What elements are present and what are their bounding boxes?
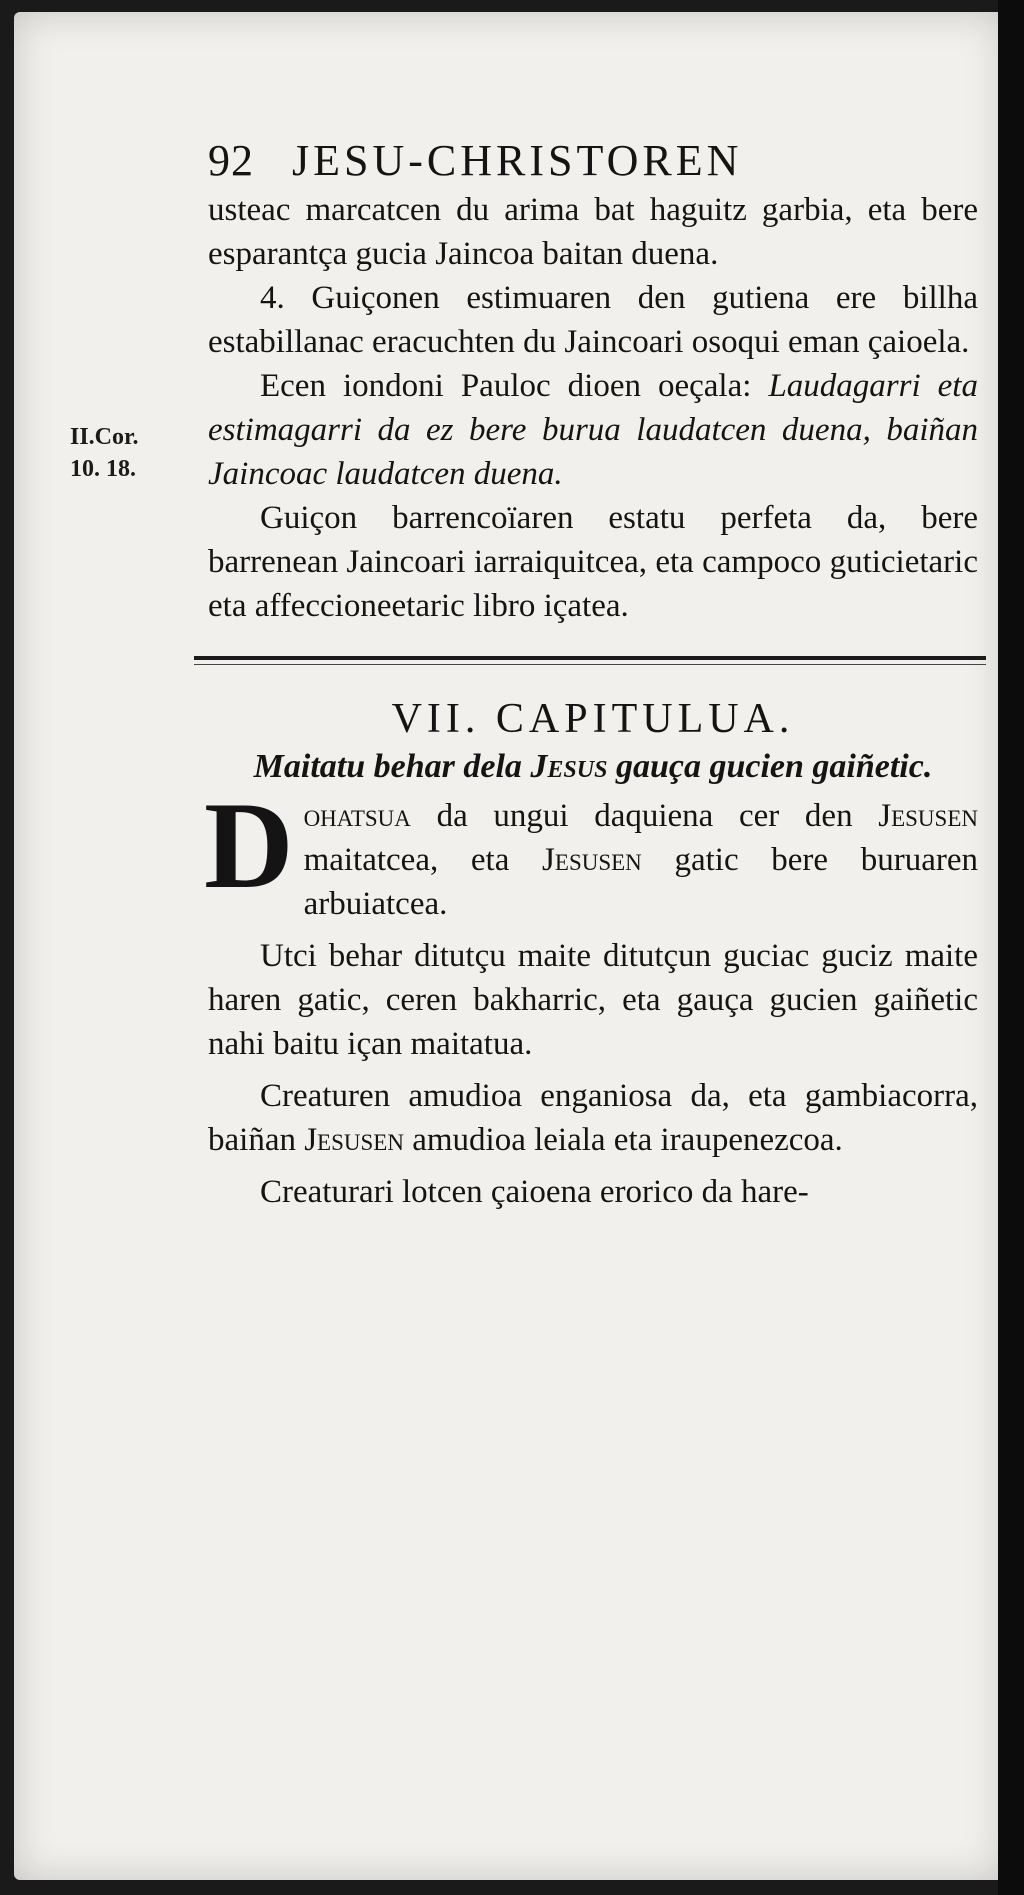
paragraph-continuation: usteac marcatcen du arima bat haguitz garbia, eta bere esparantça gucia Jaincoa baitan duena. xyxy=(208,192,978,272)
c1-text-1: da ungui daquiena cer den xyxy=(410,798,879,834)
margin-note-ref-2: 10. 18. xyxy=(70,456,136,482)
book-edge-shadow xyxy=(998,0,1024,1895)
c3-name: Jesusen xyxy=(304,1122,404,1158)
paragraph-4: 4. Guiçonen estimuaren den gutiena ere billha estabillanac eracuchten du Jaincoari osoqui eman çaioela. xyxy=(208,280,978,360)
drop-cap-letter: D xyxy=(204,777,294,914)
divider-thick-rule xyxy=(194,656,986,660)
chapter-title: VII. CAPITULUA. xyxy=(391,696,795,742)
chapter-paragraph-3 xyxy=(208,1074,978,1162)
page-content xyxy=(204,134,979,1214)
running-title: JESU-CHRISTOREN xyxy=(292,136,743,185)
chapter-subtitle-name: Jesus xyxy=(530,748,608,785)
chapter-paragraph-1 xyxy=(204,777,979,926)
paragraph-paul-quote xyxy=(208,364,978,496)
chapter-paragraph-2: Utci behar ditutçu maite ditutçun guciac guciz maite haren gatic, ceren bakharric, eta gauça gucien gaiñetic nahi baitu içan maitatua. xyxy=(208,938,978,1062)
chapter-subtitle xyxy=(208,746,978,788)
scripture-quote: Laudagarri eta estimagarri da ez bere burua laudatcen duena, baiñan Jaincoac laudatcen duena. xyxy=(208,368,978,492)
paragraph-perfect-state: Guiçon barrencoïaren estatu perfeta da, bere barrenean Jaincoari iarraiquitcea, eta campoco guticietaric eta affeccioneetaric libro içatea. xyxy=(208,500,978,624)
c1-text-3: gatic bere buruaren arbuiatcea. xyxy=(303,842,979,922)
drop-cap-word-rest: ohatsua xyxy=(303,798,411,834)
section-divider xyxy=(208,656,978,670)
page-number: 92 xyxy=(208,136,254,185)
divider-thin-rule xyxy=(194,664,986,665)
book-page xyxy=(14,12,1004,1880)
c3-text-1: Creaturen amudioa enganiosa da, eta gambiacorra, baiñan xyxy=(208,1078,978,1158)
chapter-paragraph-4: Creaturari lotcen çaioena erorico da hare- xyxy=(260,1174,809,1210)
c3-text-2: amudioa leiala eta iraupenezcoa. xyxy=(403,1122,843,1158)
c1-name-2: Jesusen xyxy=(542,842,642,878)
chapter-subtitle-start: Maitatu behar dela xyxy=(253,748,531,785)
quote-intro: Ecen iondoni Pauloc dioen oeçala: xyxy=(260,368,769,404)
running-header xyxy=(208,134,978,188)
chapter-subtitle-end: gauça gucien gaiñetic. xyxy=(607,748,933,785)
c1-name-1: Jesusen xyxy=(878,798,978,834)
c1-text-2: maitatcea, eta xyxy=(303,842,543,878)
margin-note-ref-1: II.Cor. xyxy=(70,424,139,450)
